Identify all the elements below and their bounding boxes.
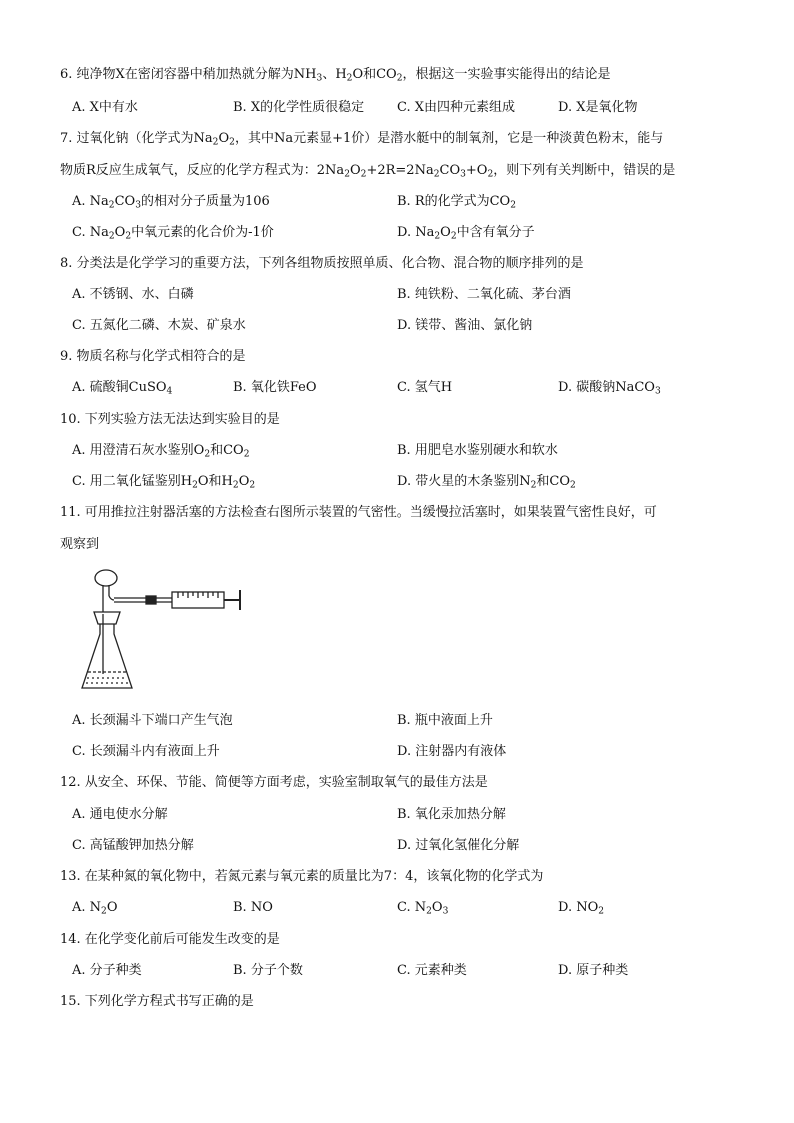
question-9-option-b: B. 氧化铁FeO	[233, 380, 317, 395]
question-13-option-c: C. $N_2O_3$	[397, 900, 449, 917]
question-9-option-a: A. 硫酸铜CuSO$_4$	[72, 380, 173, 397]
question-10-stem: 10. 下列实验方法无法达到实验目的是	[60, 412, 280, 427]
question-11-stem-line-1: 11. 可用推拉注射器活塞的方法检查右图所示装置的气密性。当缓慢拉活塞时，如果装置气密性良好，可	[60, 505, 657, 520]
question-10-option-b: B. 用肥皂水鉴别硬水和软水	[397, 443, 558, 458]
question-7-option-d: D. $Na_2O_2$中含有氧分子	[397, 225, 535, 242]
question-11-option-c: C. 长颈漏斗内有液面上升	[72, 744, 220, 759]
question-9-option-c: C. 氢气H	[397, 380, 453, 395]
question-7-stem-line-2: 物质R反应生成氧气，反应的化学方程式为：$2Na_2O_2+2R=2Na_2CO_3+O_2$，则下列有关判断中，错误的是	[60, 163, 676, 180]
question-12-stem: 12. 从安全、环保、节能、简便等方面考虑，实验室制取氧气的最佳方法是	[60, 775, 488, 790]
question-11-option-d: D. 注射器内有液体	[397, 744, 507, 759]
question-14-stem: 14. 在化学变化前后可能发生改变的是	[60, 932, 280, 947]
question-8-option-a: A. 不锈钢、水、白磷	[72, 287, 194, 302]
question-6-stem: 6. 纯净物X在密闭容器中稍加热就分解为$NH_3$、$H_2O$和$CO_2$，根据这一实验事实能得出的结论是	[60, 67, 611, 84]
question-11-option-b: B. 瓶中液面上升	[397, 713, 493, 728]
question-7-option-b: B. R的化学式为$CO_2$	[397, 194, 517, 211]
question-14-option-a: A. 分子种类	[72, 963, 142, 978]
question-6-option-d: D. X是氧化物	[558, 100, 638, 115]
question-8-stem: 8. 分类法是化学学习的重要方法，下列各组物质按照单质、化合物、混合物的顺序排列的是	[60, 256, 584, 271]
question-10-option-a: A. 用澄清石灰水鉴别$O_2$和$CO_2$	[72, 443, 250, 460]
question-12-option-b: B. 氧化汞加热分解	[397, 807, 506, 822]
funnel-bulb-icon	[95, 570, 117, 586]
question-14-option-b: B. 分子个数	[233, 963, 303, 978]
gas-tightness-apparatus-diagram	[76, 564, 252, 694]
question-10-option-c: C. 用二氧化锰鉴别$H_2O$和$H_2O_2$	[72, 474, 256, 491]
question-9-option-d: D. 碳酸钠NaCO$_3$	[558, 380, 661, 397]
stopper-icon	[94, 612, 120, 624]
question-9-stem: 9. 物质名称与化学式相符合的是	[60, 349, 246, 364]
question-7-stem-line-1: 7. 过氧化钠（化学式为$Na_2O_2$，其中Na元素显+1价）是潜水艇中的制氧剂，它是一种淡黄色粉末，能与	[60, 131, 664, 148]
question-12-option-c: C. 高锰酸钾加热分解	[72, 838, 194, 853]
question-6-option-b: B. X的化学性质很稳定	[233, 100, 365, 115]
question-7-option-c: C. $Na_2O_2$中氧元素的化合价为-1价	[72, 225, 274, 242]
question-13-option-b: B. NO	[233, 900, 273, 915]
question-13-stem: 13. 在某种氮的氧化物中，若氮元素与氧元素的质量比为7：4，该氧化物的化学式为	[60, 869, 544, 884]
question-8-option-d: D. 镁带、酱油、氯化钠	[397, 318, 533, 333]
question-8-option-c: C. 五氮化二磷、木炭、矿泉水	[72, 318, 246, 333]
question-12-option-a: A. 通电使水分解	[72, 807, 168, 822]
question-7-option-a: A. $Na_2CO_3$的相对分子质量为106	[72, 194, 270, 211]
question-6-option-a: A. X中有水	[72, 100, 138, 115]
question-15-stem: 15. 下列化学方程式书写正确的是	[60, 994, 254, 1009]
question-11-stem-line-2: 观察到	[60, 537, 100, 552]
question-8-option-b: B. 纯铁粉、二氧化硫、茅台酒	[397, 287, 571, 302]
question-6-option-c: C. X由四种元素组成	[397, 100, 516, 115]
question-14-option-d: D. 原子种类	[558, 963, 629, 978]
question-11-option-a: A. 长颈漏斗下端口产生气泡	[72, 713, 233, 728]
rubber-connector-icon	[146, 596, 156, 604]
question-12-option-d: D. 过氧化氢催化分解	[397, 838, 520, 853]
delivery-tube-icon	[114, 598, 146, 602]
syringe-plunger-icon	[224, 590, 240, 610]
funnel-stem-icon	[103, 585, 109, 614]
question-13-option-a: A. $N_2O$	[72, 900, 118, 917]
question-10-option-d: D. 带火星的木条鉴别$N_2$和$CO_2$	[397, 474, 576, 491]
question-13-option-d: D. $NO_2$	[558, 900, 605, 917]
question-14-option-c: C. 元素种类	[397, 963, 467, 978]
